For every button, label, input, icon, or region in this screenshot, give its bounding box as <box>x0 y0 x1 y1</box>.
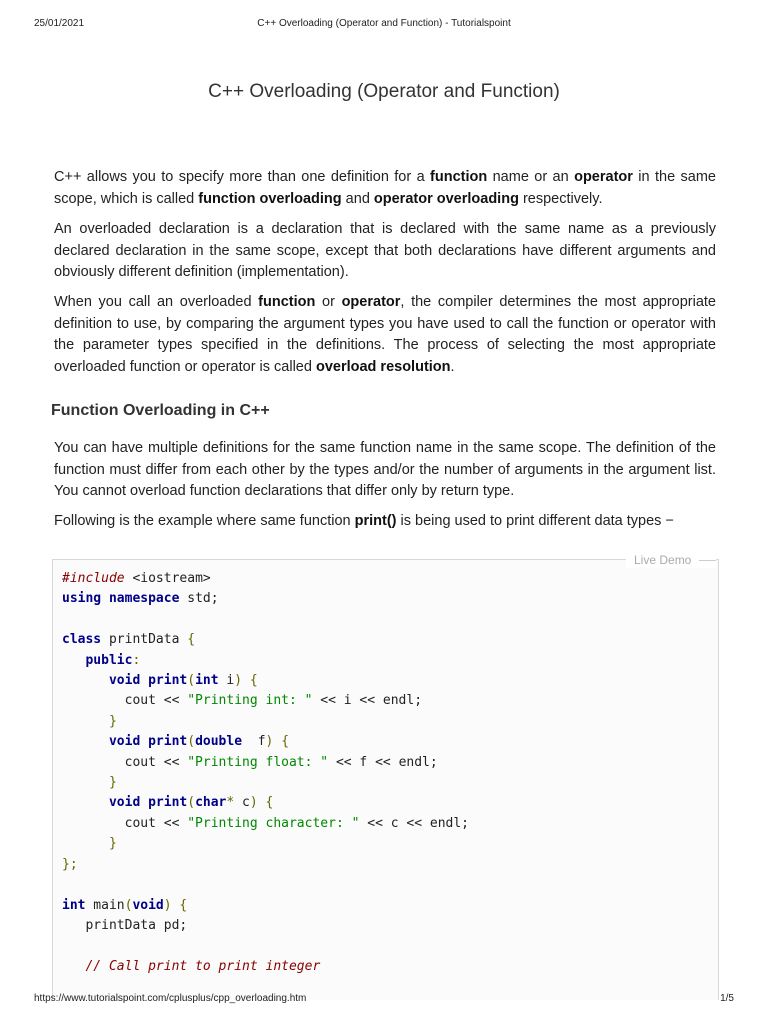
code-line <box>62 857 78 872</box>
intro-paragraph-1 <box>54 167 716 210</box>
section-heading: Function Overloading in C++ <box>51 402 270 419</box>
code-token: { <box>281 734 290 750</box>
code-token: printData pd; <box>62 917 188 933</box>
code-line <box>62 673 258 688</box>
code-token <box>62 653 85 668</box>
code-token <box>62 714 109 729</box>
code-token: }; <box>62 856 78 872</box>
live-demo-label[interactable]: Live Demo <box>634 553 692 567</box>
print-header <box>34 18 734 32</box>
text-run: and <box>341 190 374 207</box>
code-line <box>62 632 195 647</box>
print-url[interactable]: https://www.tutorialspoint.com/cplusplus/cpp_overloading.htm <box>34 993 307 1004</box>
print-date: 25/01/2021 <box>34 18 85 29</box>
page-title: C++ Overloading (Operator and Function) <box>208 81 560 102</box>
code-token: void <box>108 734 141 750</box>
code-block <box>52 559 719 1000</box>
code-token: { <box>249 673 258 689</box>
code-token: class <box>62 632 102 648</box>
text-run: C++ allows you to specify more than one definition for a <box>54 169 431 185</box>
bold-term: function overloading <box>198 190 342 207</box>
code-token: void <box>108 673 141 689</box>
code-token: print <box>148 673 188 689</box>
code-token: f <box>242 734 266 750</box>
code-line <box>62 816 469 831</box>
text-run: You can have multiple definitions for the same function name in the same scope. The definition of the function must differ from each other by the types and/or the number of arguments in the argument list. You cannot overload function declarations that differ only by return type. <box>54 440 716 499</box>
code-token: i <box>218 673 235 689</box>
code-token: std; <box>179 591 219 607</box>
code-token: int <box>62 897 86 913</box>
code-token <box>258 795 266 810</box>
code-token: ) <box>163 897 172 913</box>
code-token: } <box>108 775 117 791</box>
code-token: "Printing character: " <box>187 815 360 831</box>
code-line <box>62 571 211 586</box>
code-line <box>62 693 422 708</box>
code-token: using <box>62 591 102 607</box>
live-demo-link[interactable] <box>626 552 716 568</box>
bold-term: overload resolution <box>315 358 451 375</box>
print-page-title: C++ Overloading (Operator and Function) - Tutorialspoint <box>257 18 511 29</box>
section-paragraph-1 <box>54 438 716 503</box>
code-line <box>62 918 187 933</box>
code-token <box>101 591 109 606</box>
code-token: printData <box>101 632 188 648</box>
code-token <box>140 673 148 688</box>
bold-term: function <box>430 169 488 185</box>
code-token: "Printing int: " <box>187 693 313 709</box>
code-token: char <box>195 795 227 811</box>
code-line <box>62 836 117 851</box>
code-token: ( <box>187 734 196 750</box>
text-run: When you call an overloaded <box>54 294 259 310</box>
code-token: } <box>108 713 117 729</box>
code-line <box>62 734 289 749</box>
code-line <box>62 898 187 913</box>
code-line <box>62 959 320 974</box>
code-token <box>140 734 148 749</box>
bold-term: function <box>258 294 316 310</box>
code-token: // Call print to print integer <box>85 958 321 974</box>
code-token: main <box>85 897 125 913</box>
text-run: name or an <box>487 169 575 185</box>
live-demo-rule <box>699 560 716 561</box>
intro-paragraph-3 <box>54 292 716 378</box>
section-paragraph-2 <box>54 511 716 533</box>
code-token: print <box>148 795 188 811</box>
text-run: or <box>315 294 342 310</box>
code-token: : <box>132 652 141 668</box>
code-token <box>62 734 109 749</box>
code-token: public <box>85 652 133 668</box>
code-token <box>62 959 85 974</box>
text-run: . <box>450 358 455 375</box>
code-token <box>242 673 250 688</box>
code-token: #include <box>62 571 125 586</box>
code-token: int <box>195 673 219 689</box>
text-run: in the same scope, which is called <box>54 169 716 207</box>
code-token <box>62 775 109 790</box>
text-run: An overloaded declaration is a declaration that is declared with the same name as a previously declared declaration in the same scope, except that both declarations have different arguments and obviously different definition (implementation). <box>54 221 716 280</box>
text-run: Following is the example where same function <box>54 513 355 529</box>
code-listing <box>62 569 469 977</box>
code-token: { <box>265 795 274 811</box>
code-token: << i << endl; <box>312 693 423 709</box>
code-token: * <box>226 795 235 811</box>
code-token <box>62 673 109 688</box>
print-footer <box>34 993 734 1007</box>
code-token: namespace <box>108 591 180 607</box>
text-run: is being used to print different data types − <box>396 513 674 529</box>
code-token <box>273 734 281 749</box>
bold-term: operator <box>341 294 401 310</box>
code-token <box>140 795 148 810</box>
code-token: print <box>148 734 188 750</box>
code-line <box>62 795 273 810</box>
code-token: << f << endl; <box>328 754 438 770</box>
bold-term: operator <box>574 169 633 185</box>
code-token: { <box>179 897 188 913</box>
code-token: ) <box>249 795 258 811</box>
bold-term: print() <box>354 513 397 529</box>
bold-term: operator overloading <box>373 190 519 207</box>
code-token: ( <box>124 897 133 913</box>
code-token <box>62 836 109 851</box>
code-line <box>62 755 438 770</box>
text-run: , the compiler determines the most appropriate definition to use, by comparing the argument types you have used to call the function or operator with the parameter types specified in the definitions. The process of selecting the most appropriate overloaded function or operator is called <box>54 294 716 375</box>
code-token: cout << <box>62 815 188 831</box>
code-token: "Printing float: " <box>187 754 329 770</box>
code-token: void <box>132 897 164 913</box>
code-line <box>62 775 117 790</box>
code-token: } <box>108 836 117 852</box>
code-token: ) <box>265 734 274 750</box>
print-page-number: 1/5 <box>720 993 734 1004</box>
code-token: <iostream> <box>124 571 211 586</box>
code-token: << c << endl; <box>359 815 469 831</box>
code-token: c <box>234 795 250 811</box>
code-token: ( <box>187 673 196 689</box>
code-line <box>62 653 140 668</box>
code-token: cout << <box>62 693 188 709</box>
code-line <box>62 591 219 606</box>
code-token: { <box>187 632 196 648</box>
intro-paragraph-2 <box>54 219 716 284</box>
code-token: void <box>108 795 141 811</box>
code-token: double <box>195 734 243 750</box>
code-token: ) <box>234 673 243 689</box>
text-run: respectively. <box>518 190 603 207</box>
code-token <box>62 795 109 810</box>
code-line <box>62 714 117 729</box>
code-token: cout << <box>62 754 188 770</box>
code-token: ( <box>187 795 196 811</box>
